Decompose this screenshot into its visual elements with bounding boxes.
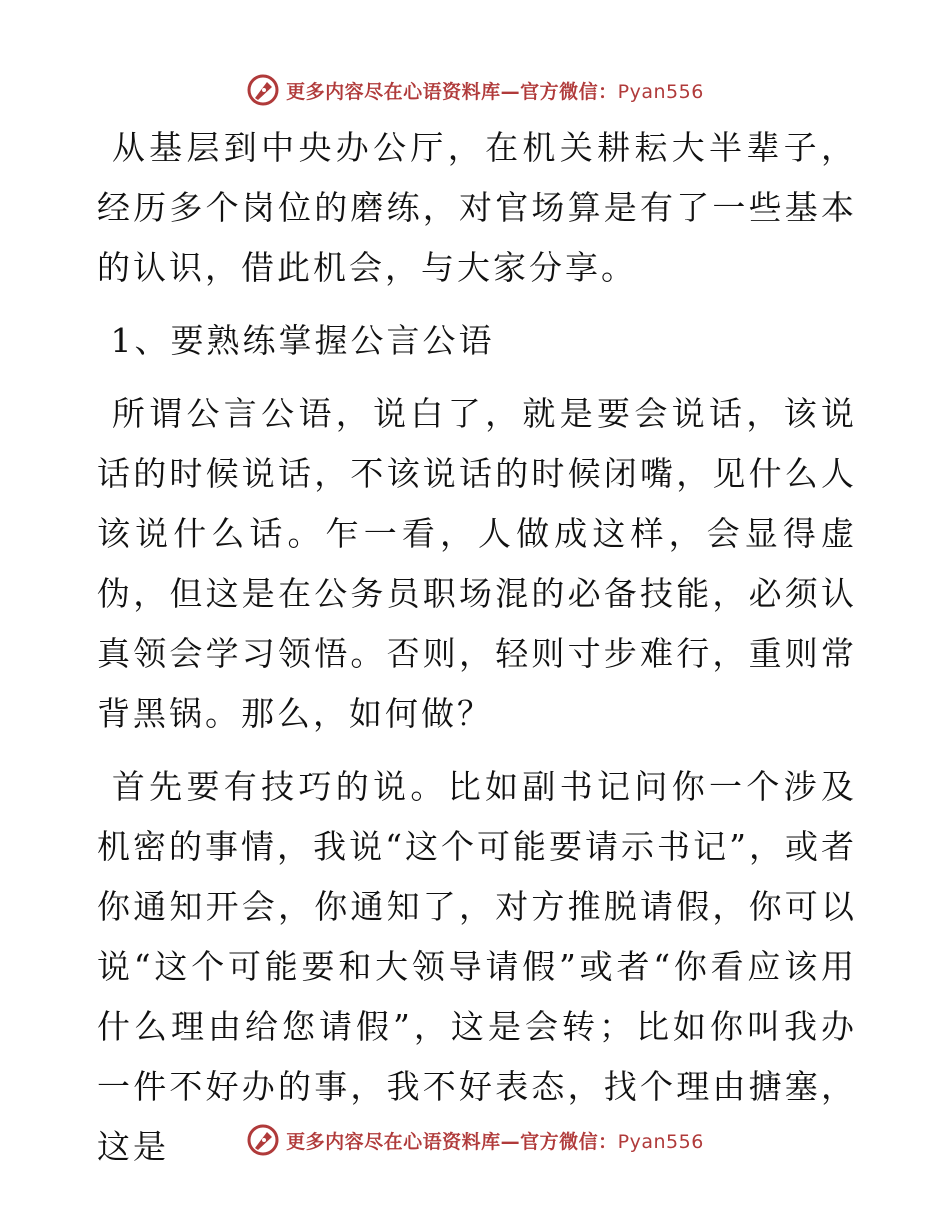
footer-banner: [0, 1120, 950, 1160]
paragraph-explanation: 所谓公言公语，说白了，就是要会说话，该说话的时候说话，不该说话的时候闭嘴，见什么人该说什么话。乍一看，人做成这样，会显得虚伪，但这是在公务员职场混的必备技能，必须认真领会学习领悟。否则，轻则寸步难行，重则常背黑锅。那么，如何做？: [97, 394, 858, 733]
banner-label: 更多内容尽在心语资料库—官方微信：: [286, 1130, 618, 1153]
banner-label: 更多内容尽在心语资料库—官方微信：: [286, 80, 618, 103]
banner-text: [286, 1127, 704, 1154]
paragraph-examples: 首先要有技巧的说。比如副书记问你一个涉及机密的事情，我说“这个可能要请示书记”，或者你通知开会，你通知了，对方推脱请假，你可以说“这个可能要和大领导请假”或者“你看应该用什么理由给您请假”，这是会转；比如你叫我办一件不好办的事，我不好表态，找个理由搪塞，这是: [97, 767, 858, 1166]
paragraph-intro: 从基层到中央办公厅，在机关耕耘大半辈子，经历多个岗位的磨练，对官场算是有了一些基本的认识，借此机会，与大家分享。: [97, 128, 858, 287]
pen-nib-circle-icon: [246, 73, 280, 107]
header-banner: [0, 70, 950, 110]
document-body: [97, 118, 857, 1190]
section-heading: 1、要熟练掌握公言公语: [97, 321, 495, 360]
wechat-id: Pyan556: [617, 80, 704, 103]
pen-nib-circle-icon: [246, 1123, 280, 1157]
banner-text: [286, 77, 704, 104]
wechat-id: Pyan556: [617, 1130, 704, 1153]
